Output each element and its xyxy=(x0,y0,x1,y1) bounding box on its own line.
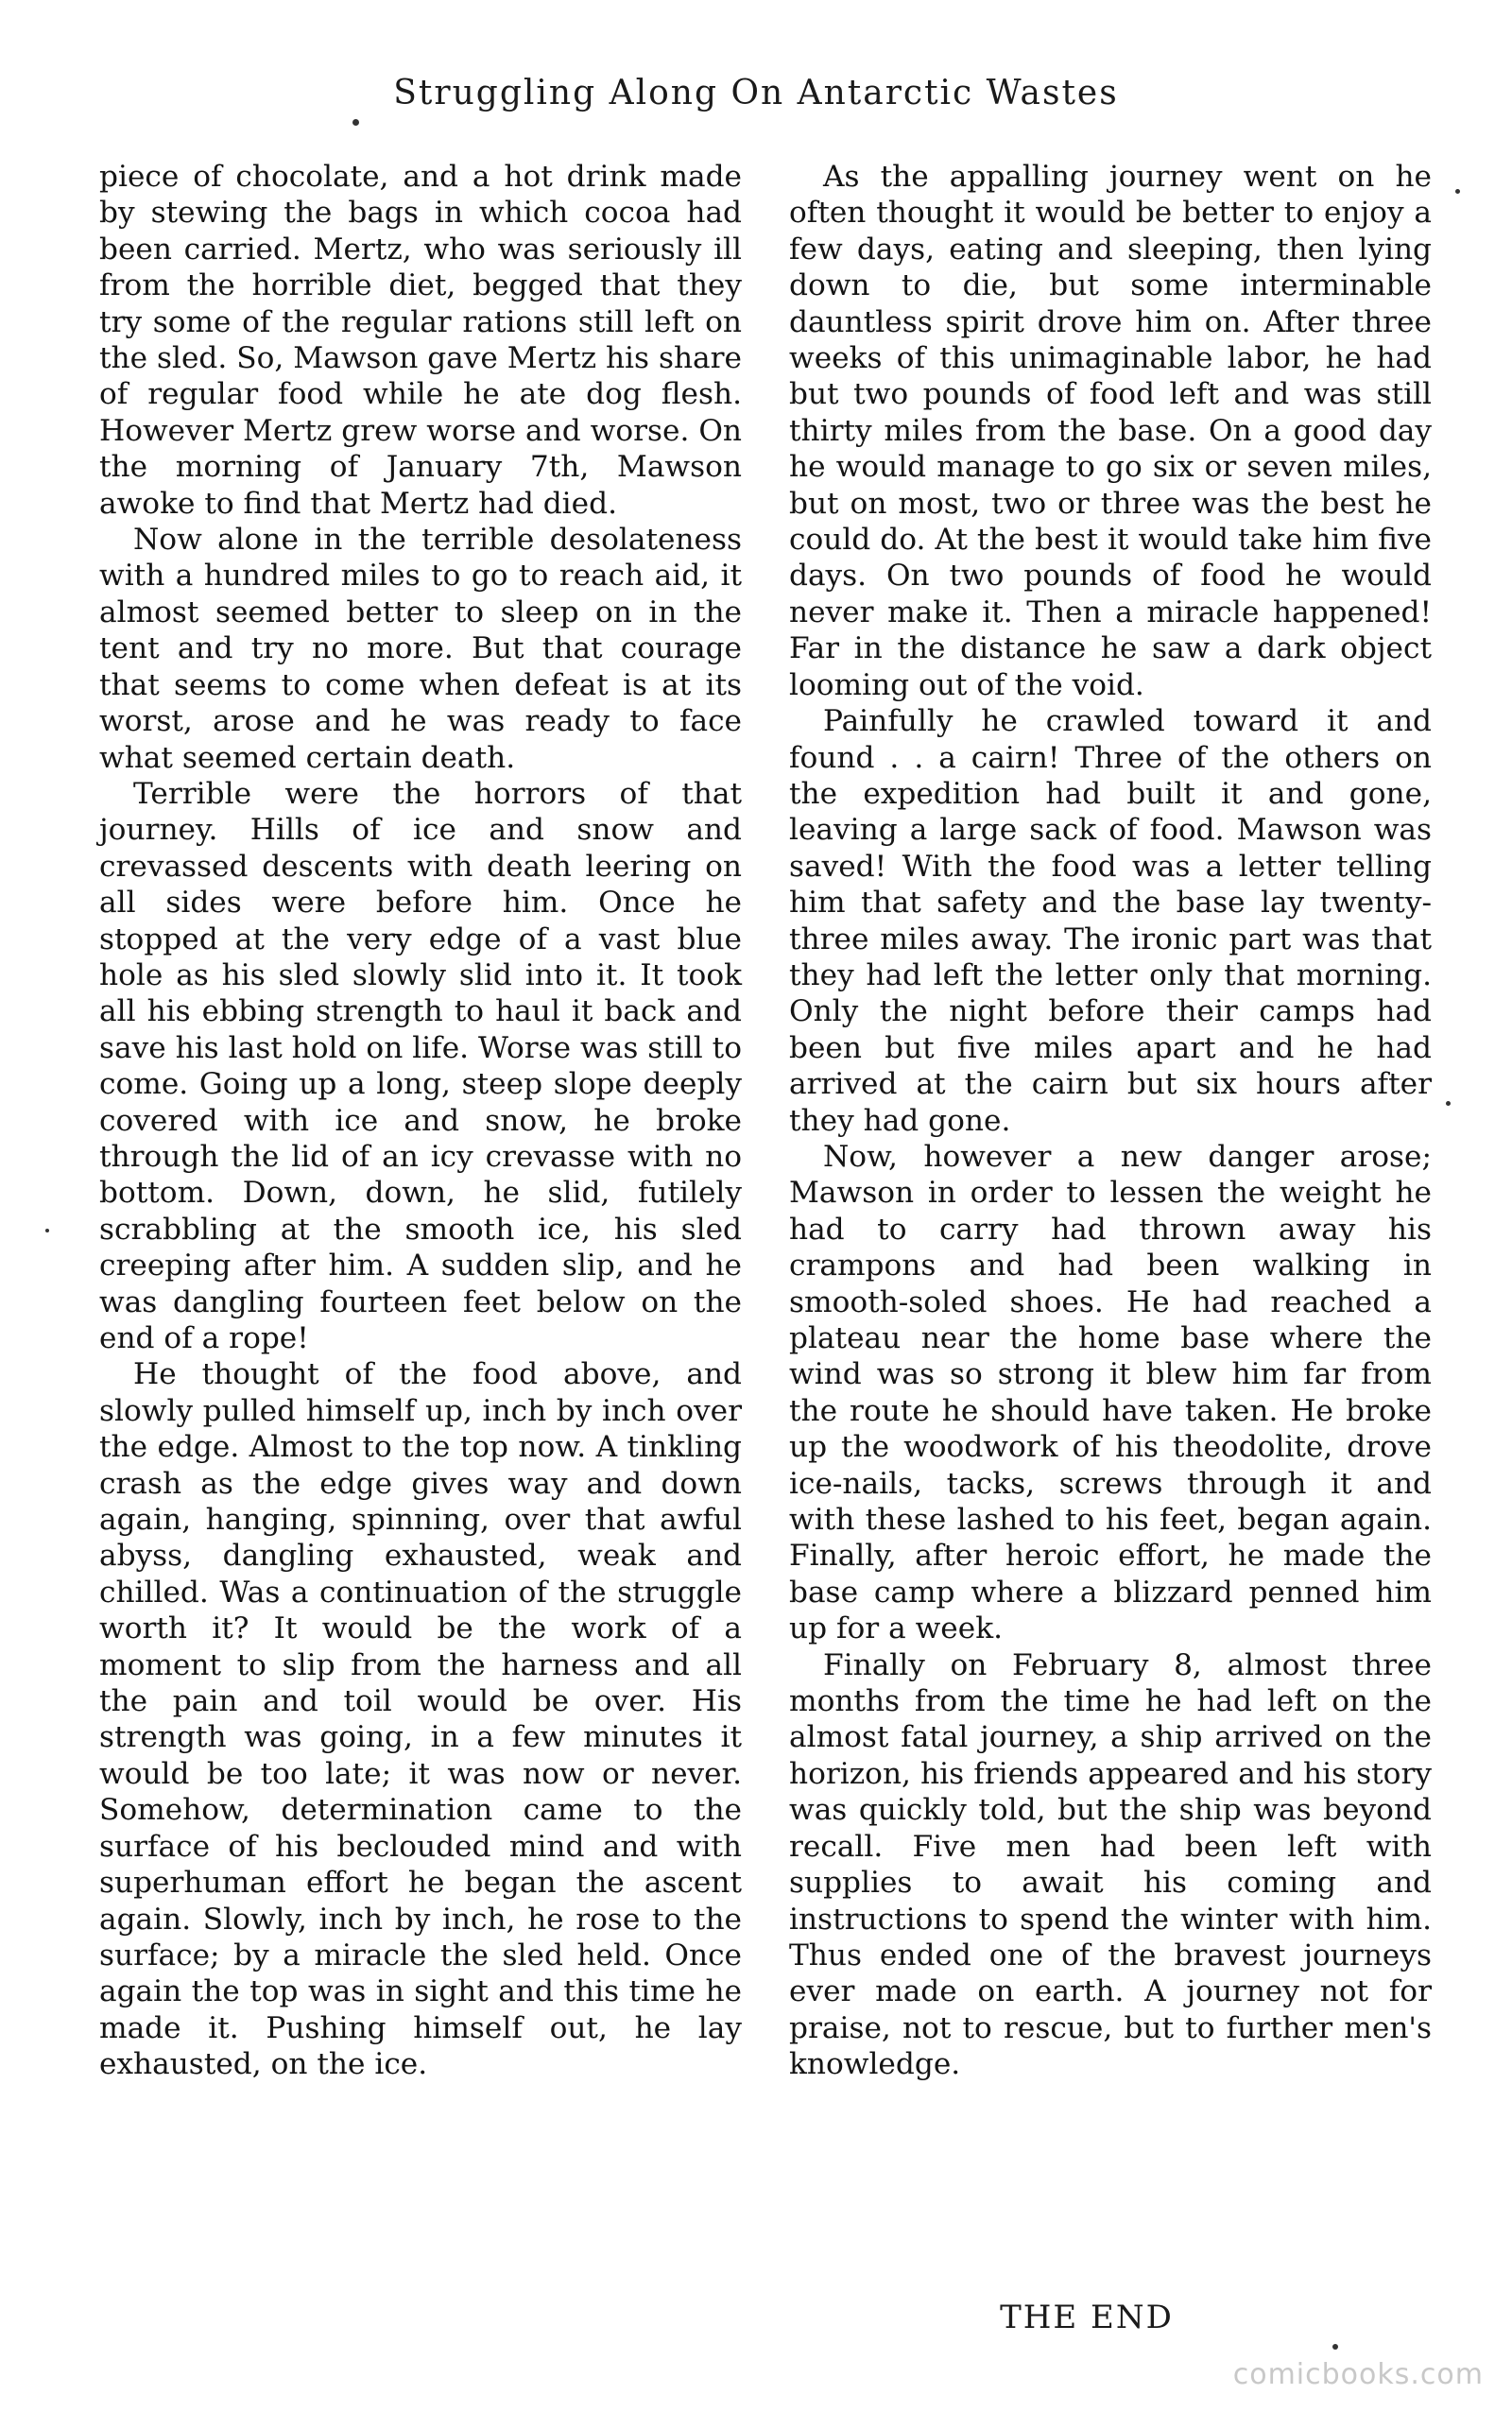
the-end-label: THE END xyxy=(1000,2299,1174,2336)
print-speck xyxy=(352,119,359,126)
paragraph: Terrible were the horrors of that journey. Hills of ice and snow and crevassed descents with death leering on all sides were before him. Once he stopped at the very edge of a vast blue hole as his sled slowly slid into it. It took all his ebbing strength to haul it back and save his last hold on life. Worse was still to come. Going up a long, steep slope deeply covered with ice and snow, he broke through the lid of an icy crevasse with no bottom. Down, down, he slid, futilely scrabbling at the smooth ice, his sled creeping after him. A sudden slip, and he was dangling fourteen feet below on the end of a rope! xyxy=(99,776,742,1355)
paragraph: Finally on February 8, almost three months from the time he had left on the almost fatal journey, a ship arrived on the horizon, his friends appeared and his story was quickly told, but the ship was beyond recall. Five men had been left with supplies to await his coming and instructions to spend the winter with him. Thus ended one of the bravest journeys ever made on earth. A journey not for praise, not to rescue, but to further men's knowledge. xyxy=(789,1647,1432,2082)
page-title: Struggling Along On Antarctic Wastes xyxy=(393,74,1119,112)
watermark: comicbooks.com xyxy=(1232,2358,1484,2391)
print-speck xyxy=(1446,1101,1451,1106)
paragraph: As the appalling journey went on he often thought it would be better to enjoy a few days, eating and sleeping, then lying down to die, but some interminable dauntless spirit drove him on. After three weeks of this unimaginable labor, he had but two pounds of food left and was still thirty miles from the base. On a good day he would manage to go six or seven miles, but on most, two or three was the best he could do. At the best it would take him five days. On two pounds of food he would never make it. Then a miracle happened! Far in the distance he saw a dark object looming out of the void. xyxy=(789,160,1432,702)
paragraph: Now, however a new danger arose; Mawson in order to lessen the weight he had to carry had thrown away his crampons and had been walking in smooth-soled shoes. He had reached a plateau near the home base where the wind was so strong it blew him far from the route he should have taken. He broke up the woodwork of his theodolite, drove ice-nails, tacks, screws through it and with these lashed to his feet, began again. Finally, after heroic effort, he made the base camp where a blizzard penned him up for a week. xyxy=(789,1139,1432,1646)
paragraph: Now alone in the terrible desolateness with a hundred miles to go to reach aid, it almost seemed better to sleep on in the tent and try no more. But that courage that seems to come when defeat is at its worst, arose and he was ready to face what seemed certain death. xyxy=(99,523,742,775)
paragraph: He thought of the food above, and slowly pulled himself up, inch by inch over the edge. Almost to the top now. A tinkling crash as the edge gives way and down again, hanging, spinning, over that awful abyss, dangling exhausted, weak and chilled. Was a continuation of the struggle worth it? It would be the work of a moment to slip from the harness and all the pain and toil would be over. His strength was going, in a few minutes it would be too late; it was now or never. Somehow, determination came to the surface of his beclouded mind and with superhuman effort he began the ascent again. Slowly, inch by inch, he rose to the surface; by a miracle the sled held. Once again the top was in sight and this time he made it. Pushing himself out, he lay exhausted, on the ice. xyxy=(99,1357,742,2082)
left-column xyxy=(99,159,742,2083)
print-speck xyxy=(45,1229,49,1232)
print-speck xyxy=(1332,2344,1338,2350)
print-speck xyxy=(1455,189,1460,194)
paragraph: Painfully he crawled toward it and found . . a cairn! Three of the others on the expedition had built it and gone, leaving a large sack of food. Mawson was saved! With the food was a letter telling him that safety and the base lay twenty-three miles away. The ironic part was that they had left the letter only that morning. Only the night before their camps had been but five miles apart and he had arrived at the cairn but six hours after they had gone. xyxy=(789,704,1432,1138)
paragraph: piece of chocolate, and a hot drink made by stewing the bags in which cocoa had been carried. Mertz, who was seriously ill from the horrible diet, begged that they try some of the regular rations still left on the sled. So, Mawson gave Mertz his share of regular food while he ate dog flesh. However Mertz grew worse and worse. On the morning of January 7th, Mawson awoke to find that Mertz had died. xyxy=(99,160,742,521)
right-column xyxy=(789,159,1432,2083)
